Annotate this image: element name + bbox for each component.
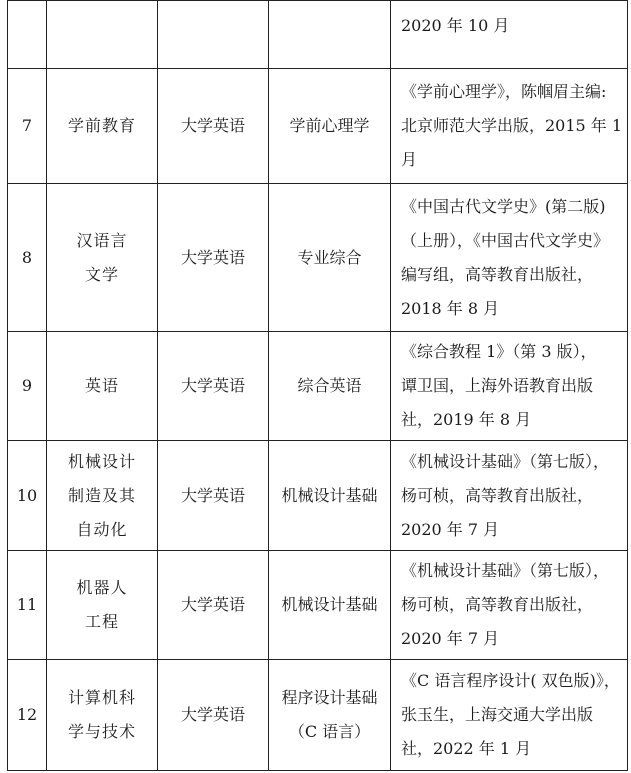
major-cell — [47, 184, 158, 332]
subject-cell — [269, 660, 391, 771]
index-cell: 10 — [8, 441, 47, 551]
major-line: 机械设计 — [67, 451, 136, 471]
subject-line: （C 语言） — [288, 722, 371, 741]
table-row — [8, 441, 628, 551]
reference-line: 《中国古代文学史》(第二版) — [401, 196, 606, 216]
subject-line: 机械设计基础 — [281, 485, 378, 505]
subject-line: 综合英语 — [297, 376, 362, 395]
subject-line: 机械设计基础 — [281, 595, 378, 614]
reference-line: 《综合教程 1》（第 3 版）， — [401, 342, 597, 361]
reference-line: 社，2022 年 1 月 — [401, 739, 532, 758]
major-cell — [47, 1, 158, 69]
major-cell — [47, 441, 158, 551]
reference-line: 2018 年 8 月 — [401, 298, 500, 318]
language-cell: 大学英语 — [158, 551, 269, 660]
reference-line: 《C 语言程序设计( 双色版)》， — [401, 671, 620, 690]
language-cell — [158, 1, 269, 69]
index-cell: 12 — [8, 660, 47, 771]
subject-cell — [269, 1, 391, 69]
index-cell — [8, 1, 47, 69]
language-cell: 大学英语 — [158, 69, 269, 184]
reference-line: 编写组，高等教育出版社， — [401, 264, 594, 284]
major-line: 英语 — [84, 376, 119, 395]
reference-line: 2020 年 7 月 — [401, 629, 500, 648]
major-line: 学前教育 — [67, 116, 136, 135]
language-cell: 大学英语 — [158, 660, 269, 771]
index-cell: 9 — [8, 332, 47, 441]
major-line: 计算机科 — [67, 688, 136, 707]
subject-cell — [269, 332, 391, 441]
index-cell: 8 — [8, 184, 47, 332]
major-line: 汉语言 — [76, 230, 128, 250]
major-cell — [47, 69, 158, 184]
reference-line: 北京师范大学出版，2015 年 1 — [401, 116, 623, 135]
language-cell: 大学英语 — [158, 332, 269, 441]
reference-line: 杨可桢，高等教育出版社， — [401, 485, 594, 505]
subject-cell — [269, 441, 391, 551]
subject-cell — [269, 184, 391, 332]
table-row — [8, 660, 628, 771]
reference-cell — [391, 441, 628, 551]
major-line: 文学 — [84, 264, 119, 284]
major-line: 工程 — [84, 612, 119, 631]
index-cell: 11 — [8, 551, 47, 660]
table-row — [8, 184, 628, 332]
major-line: 机器人 — [76, 578, 128, 597]
subject-line: 专业综合 — [297, 247, 362, 267]
reference-line: 《学前心理学》，陈帼眉主编: — [401, 82, 607, 101]
reference-cell — [391, 660, 628, 771]
reference-line: 月 — [401, 150, 418, 169]
table-row — [8, 551, 628, 660]
index-cell: 7 — [8, 69, 47, 184]
reference-line: 2020 年 7 月 — [401, 519, 500, 539]
table-row — [8, 69, 628, 184]
major-line: 制造及其 — [67, 485, 136, 505]
major-cell — [47, 551, 158, 660]
reference-cell — [391, 69, 628, 184]
course-reference-table — [7, 0, 628, 771]
language-cell: 大学英语 — [158, 184, 269, 332]
subject-cell — [269, 551, 391, 660]
reference-cell — [391, 184, 628, 332]
reference-line: 《机械设计基础》（第七版）， — [401, 451, 610, 471]
reference-line: 杨可桢，高等教育出版社， — [401, 595, 594, 614]
reference-line: 社，2019 年 8 月 — [401, 410, 532, 429]
reference-line: 《机械设计基础》（第七版）， — [401, 561, 610, 580]
major-line: 自动化 — [76, 519, 128, 539]
reference-line: 张玉生，上海交通大学出版 — [401, 705, 594, 724]
subject-line: 学前心理学 — [289, 116, 370, 135]
subject-cell — [269, 69, 391, 184]
reference-cell — [391, 1, 628, 69]
subject-line: 程序设计基础 — [281, 688, 378, 707]
major-cell — [47, 332, 158, 441]
major-line: 学与技术 — [67, 722, 136, 741]
reference-line: 谭卫国，上海外语教育出版 — [401, 376, 594, 395]
major-cell — [47, 660, 158, 771]
reference-cell — [391, 551, 628, 660]
reference-line: 2020 年 10 月 — [401, 16, 510, 35]
language-cell: 大学英语 — [158, 441, 269, 551]
table-row — [8, 332, 628, 441]
table-row-continuation — [8, 1, 628, 69]
reference-line: （上册），《中国古代文学史》 — [401, 230, 610, 250]
reference-cell — [391, 332, 628, 441]
